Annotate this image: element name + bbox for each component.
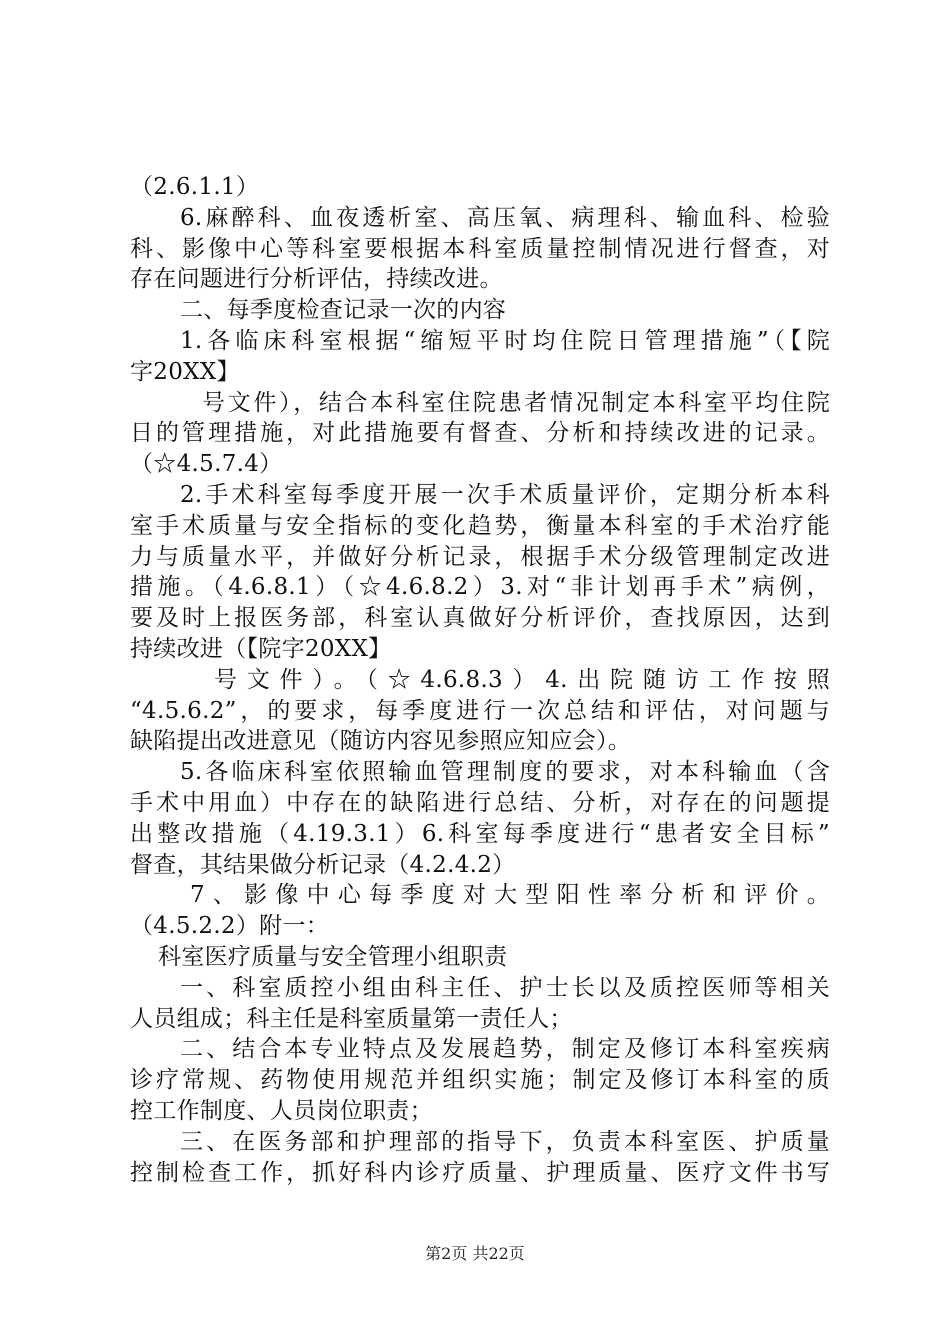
page-number: 第2页 共22页 [425, 1244, 525, 1263]
text-line: 力与质量水平，并做好分析记录，根据手术分级管理制定改进 [130, 543, 830, 570]
text-line: 持续改进（【院字20XX】 [130, 635, 392, 662]
text-line: 诊疗常规、药物使用规范并组织实施；制定及修订本科室的质 [130, 1067, 830, 1094]
text-line: 1.各临床科室根据“缩短平时均住院日管理措施”（【院 [180, 327, 830, 354]
text-line: 室手术质量与安全指标的变化趋势，衡量本科室的手术治疗能 [130, 512, 830, 539]
section-heading: 科室医疗质量与安全管理小组职责 [158, 943, 508, 970]
text-line: “4.5.6.2”，的要求，每季度进行一次总结和评估，对问题与 [130, 697, 830, 724]
text-line: 二、结合本专业特点及发展趋势，制定及修订本科室疾病 [180, 1036, 830, 1063]
text-line: 三、在医务部和护理部的指导下，负责本科室医、护质量 [180, 1128, 830, 1155]
text-line: 手术中用血）中存在的缺陷进行总结、分析，对存在的问题提 [130, 789, 830, 816]
text-line: 督查，其结果做分析记录（4.2.4.2） [130, 851, 516, 878]
text-line: 字20XX】 [130, 358, 240, 385]
text-line: 措施。（4.6.8.1）（☆4.6.8.2）3.对“非计划再手术”病例， [130, 574, 830, 601]
text-line: 日的管理措施，对此措施要有督查、分析和持续改进的记录。 [130, 420, 830, 447]
text-line: （4.5.2.2）附一： [130, 913, 330, 940]
text-line: 缺陷提出改进意见（随访内容见参照应知应会）。 [130, 728, 632, 755]
text-line: 号文件）。（☆4.6.8.3）4.出院随访工作按照 [214, 666, 830, 693]
document-body [130, 172, 830, 1188]
text-line: 控制检查工作，抓好科内诊疗质量、护理质量、医疗文件书写 [130, 1159, 830, 1186]
text-line: 科、影像中心等科室要根据本科室质量控制情况进行督查，对 [130, 235, 830, 262]
text-line: （2.6.1.1） [130, 174, 260, 200]
text-line: 存在问题进行分析评估，持续改进。 [130, 266, 503, 293]
text-line: 6.麻醉科、血夜透析室、高压氧、病理科、输血科、检验 [180, 204, 830, 231]
text-line: 2.手术科室每季度开展一次手术质量评价，定期分析本科 [180, 481, 830, 508]
text-line: 5.各临床科室依照输血管理制度的要求，对本科输血（含 [180, 759, 830, 786]
text-line: 出整改措施（4.19.3.1）6.科室每季度进行“患者安全目标” [130, 820, 830, 847]
text-line: 控工作制度、人员岗位职责； [130, 1097, 433, 1124]
text-line: 号文件），结合本科室住院患者情况制定本科室平均住院 [202, 389, 830, 416]
text-line: 要及时上报医务部，科室认真做好分析评价，查找原因，达到 [130, 605, 830, 632]
text-line: 一、科室质控小组由科主任、护士长以及质控医师等相关 [180, 974, 830, 1001]
section-heading: 二、每季度检查记录一次的内容 [180, 297, 507, 324]
text-line: （☆4.5.7.4） [130, 451, 283, 478]
text-line: 7、影像中心每季度对大型阳性率分析和评价。 [190, 882, 830, 909]
text-line: 人员组成；科主任是科室质量第一责任人； [130, 1005, 573, 1032]
